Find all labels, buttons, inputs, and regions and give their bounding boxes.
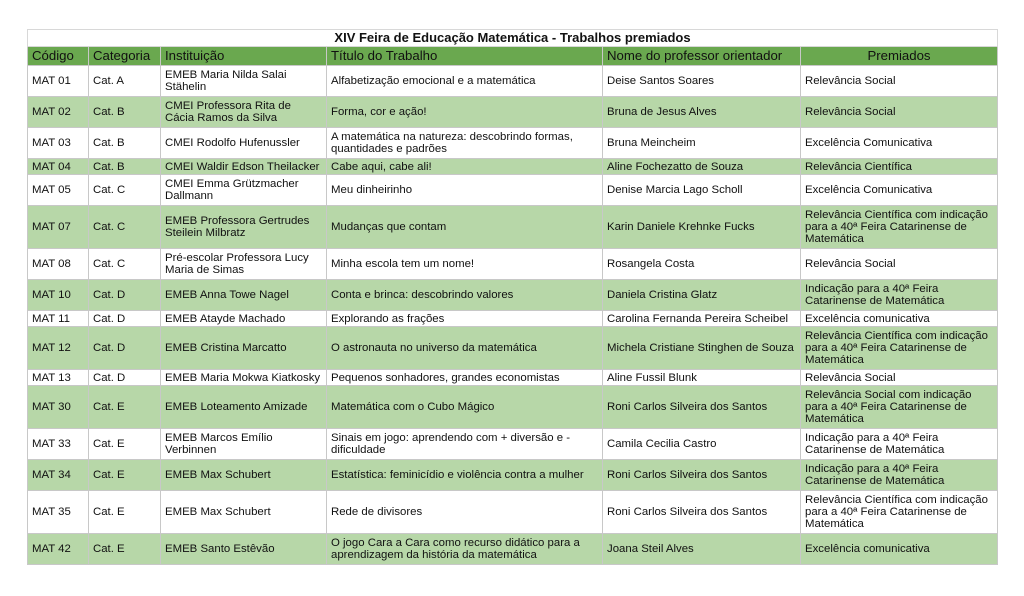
cell-instituicao: EMEB Atayde Machado — [161, 311, 327, 327]
column-header: Nome do professor orientador — [603, 47, 801, 66]
table-row — [28, 206, 998, 249]
table-row — [28, 429, 998, 460]
cell-categoria: Cat. D — [89, 370, 161, 386]
cell-premiado: Relevância Social com indicação para a 40ª Feira Catarinense de Matemática — [801, 386, 998, 429]
cell-professor: Deise Santos Soares — [603, 66, 801, 97]
cell-premiado: Relevância Social — [801, 97, 998, 128]
cell-categoria: Cat. E — [89, 429, 161, 460]
awards-table — [27, 29, 998, 565]
cell-codigo: MAT 30 — [28, 386, 89, 429]
cell-professor: Roni Carlos Silveira dos Santos — [603, 491, 801, 534]
table-row — [28, 175, 998, 206]
table-row — [28, 97, 998, 128]
cell-categoria: Cat. B — [89, 159, 161, 175]
column-header: Premiados — [801, 47, 998, 66]
cell-codigo: MAT 07 — [28, 206, 89, 249]
cell-categoria: Cat. B — [89, 128, 161, 159]
cell-instituicao: EMEB Anna Towe Nagel — [161, 280, 327, 311]
cell-titulo: Minha escola tem um nome! — [327, 249, 603, 280]
cell-categoria: Cat. C — [89, 249, 161, 280]
cell-titulo: Forma, cor e ação! — [327, 97, 603, 128]
cell-titulo: Matemática com o Cubo Mágico — [327, 386, 603, 429]
cell-codigo: MAT 01 — [28, 66, 89, 97]
title-row — [28, 30, 998, 47]
table-row — [28, 249, 998, 280]
cell-titulo: Alfabetização emocional e a matemática — [327, 66, 603, 97]
cell-premiado: Relevância Científica — [801, 159, 998, 175]
cell-premiado: Relevância Social — [801, 370, 998, 386]
cell-professor: Bruna Meincheim — [603, 128, 801, 159]
cell-titulo: Sinais em jogo: aprendendo com + diversão e - dificuldade — [327, 429, 603, 460]
cell-codigo: MAT 34 — [28, 460, 89, 491]
cell-categoria: Cat. D — [89, 311, 161, 327]
cell-instituicao: EMEB Max Schubert — [161, 491, 327, 534]
cell-instituicao: EMEB Loteamento Amizade — [161, 386, 327, 429]
cell-codigo: MAT 08 — [28, 249, 89, 280]
cell-titulo: Meu dinheirinho — [327, 175, 603, 206]
cell-premiado: Relevância Científica com indicação para a 40ª Feira Catarinense de Matemática — [801, 206, 998, 249]
cell-premiado: Indicação para a 40ª Feira Catarinense de Matemática — [801, 460, 998, 491]
cell-instituicao: EMEB Marcos Emílio Verbinnen — [161, 429, 327, 460]
cell-categoria: Cat. A — [89, 66, 161, 97]
cell-titulo: O jogo Cara a Cara como recurso didático para a aprendizagem da história da matemática — [327, 534, 603, 565]
cell-codigo: MAT 42 — [28, 534, 89, 565]
cell-titulo: A matemática na natureza: descobrindo formas, quantidades e padrões — [327, 128, 603, 159]
table-row — [28, 311, 998, 327]
cell-codigo: MAT 11 — [28, 311, 89, 327]
table-row — [28, 66, 998, 97]
table-row — [28, 370, 998, 386]
cell-professor: Roni Carlos Silveira dos Santos — [603, 386, 801, 429]
cell-categoria: Cat. E — [89, 386, 161, 429]
cell-codigo: MAT 03 — [28, 128, 89, 159]
cell-categoria: Cat. C — [89, 175, 161, 206]
cell-titulo: Estatística: feminicídio e violência contra a mulher — [327, 460, 603, 491]
table-title: XIV Feira de Educação Matemática - Trabalhos premiados — [28, 30, 998, 47]
cell-titulo: Pequenos sonhadores, grandes economistas — [327, 370, 603, 386]
cell-professor: Daniela Cristina Glatz — [603, 280, 801, 311]
cell-codigo: MAT 04 — [28, 159, 89, 175]
header-row — [28, 47, 998, 66]
column-header: Código — [28, 47, 89, 66]
cell-codigo: MAT 13 — [28, 370, 89, 386]
cell-instituicao: EMEB Santo Estêvão — [161, 534, 327, 565]
cell-titulo: Rede de divisores — [327, 491, 603, 534]
cell-professor: Joana Steil Alves — [603, 534, 801, 565]
table-row — [28, 128, 998, 159]
cell-instituicao: EMEB Professora Gertrudes Steilein Milbratz — [161, 206, 327, 249]
cell-professor: Rosangela Costa — [603, 249, 801, 280]
cell-codigo: MAT 02 — [28, 97, 89, 128]
cell-premiado: Relevância Social — [801, 249, 998, 280]
cell-premiado: Relevância Científica com indicação para a 40ª Feira Catarinense de Matemática — [801, 491, 998, 534]
table-body — [28, 66, 998, 565]
cell-instituicao: EMEB Maria Nilda Salai Stähelin — [161, 66, 327, 97]
cell-codigo: MAT 10 — [28, 280, 89, 311]
cell-titulo: Explorando as frações — [327, 311, 603, 327]
cell-premiado: Relevância Social — [801, 66, 998, 97]
cell-titulo: Cabe aqui, cabe ali! — [327, 159, 603, 175]
cell-categoria: Cat. D — [89, 327, 161, 370]
column-header: Categoria — [89, 47, 161, 66]
cell-professor: Michela Cristiane Stinghen de Souza — [603, 327, 801, 370]
cell-professor: Aline Fussil Blunk — [603, 370, 801, 386]
cell-premiado: Excelência comunicativa — [801, 534, 998, 565]
cell-premiado: Indicação para a 40ª Feira Catarinense de Matemática — [801, 280, 998, 311]
table-row — [28, 386, 998, 429]
table-row — [28, 327, 998, 370]
cell-categoria: Cat. C — [89, 206, 161, 249]
cell-professor: Camila Cecilia Castro — [603, 429, 801, 460]
cell-titulo: O astronauta no universo da matemática — [327, 327, 603, 370]
table-row — [28, 280, 998, 311]
cell-instituicao: EMEB Cristina Marcatto — [161, 327, 327, 370]
cell-premiado: Excelência comunicativa — [801, 311, 998, 327]
cell-professor: Karin Daniele Krehnke Fucks — [603, 206, 801, 249]
cell-premiado: Indicação para a 40ª Feira Catarinense de Matemática — [801, 429, 998, 460]
cell-professor: Carolina Fernanda Pereira Scheibel — [603, 311, 801, 327]
cell-instituicao: CMEI Rodolfo Hufenussler — [161, 128, 327, 159]
table-row — [28, 159, 998, 175]
cell-categoria: Cat. E — [89, 491, 161, 534]
cell-categoria: Cat. E — [89, 460, 161, 491]
cell-instituicao: CMEI Emma Grützmacher Dallmann — [161, 175, 327, 206]
column-header: Título do Trabalho — [327, 47, 603, 66]
cell-premiado: Relevância Científica com indicação para a 40ª Feira Catarinense de Matemática — [801, 327, 998, 370]
cell-categoria: Cat. E — [89, 534, 161, 565]
cell-categoria: Cat. D — [89, 280, 161, 311]
cell-titulo: Mudanças que contam — [327, 206, 603, 249]
cell-instituicao: EMEB Maria Mokwa Kiatkosky — [161, 370, 327, 386]
cell-instituicao: Pré-escolar Professora Lucy Maria de Simas — [161, 249, 327, 280]
column-header: Instituição — [161, 47, 327, 66]
cell-professor: Roni Carlos Silveira dos Santos — [603, 460, 801, 491]
cell-codigo: MAT 35 — [28, 491, 89, 534]
cell-instituicao: EMEB Max Schubert — [161, 460, 327, 491]
cell-titulo: Conta e brinca: descobrindo valores — [327, 280, 603, 311]
cell-premiado: Excelência Comunicativa — [801, 128, 998, 159]
cell-premiado: Excelência Comunicativa — [801, 175, 998, 206]
table-row — [28, 491, 998, 534]
table-row — [28, 460, 998, 491]
cell-categoria: Cat. B — [89, 97, 161, 128]
cell-professor: Bruna de Jesus Alves — [603, 97, 801, 128]
cell-codigo: MAT 05 — [28, 175, 89, 206]
cell-professor: Denise Marcia Lago Scholl — [603, 175, 801, 206]
cell-codigo: MAT 33 — [28, 429, 89, 460]
cell-codigo: MAT 12 — [28, 327, 89, 370]
spreadsheet — [27, 29, 997, 565]
cell-instituicao: CMEI Waldir Edson Theilacker — [161, 159, 327, 175]
cell-instituicao: CMEI Professora Rita de Cácia Ramos da Silva — [161, 97, 327, 128]
table-row — [28, 534, 998, 565]
cell-professor: Aline Fochezatto de Souza — [603, 159, 801, 175]
